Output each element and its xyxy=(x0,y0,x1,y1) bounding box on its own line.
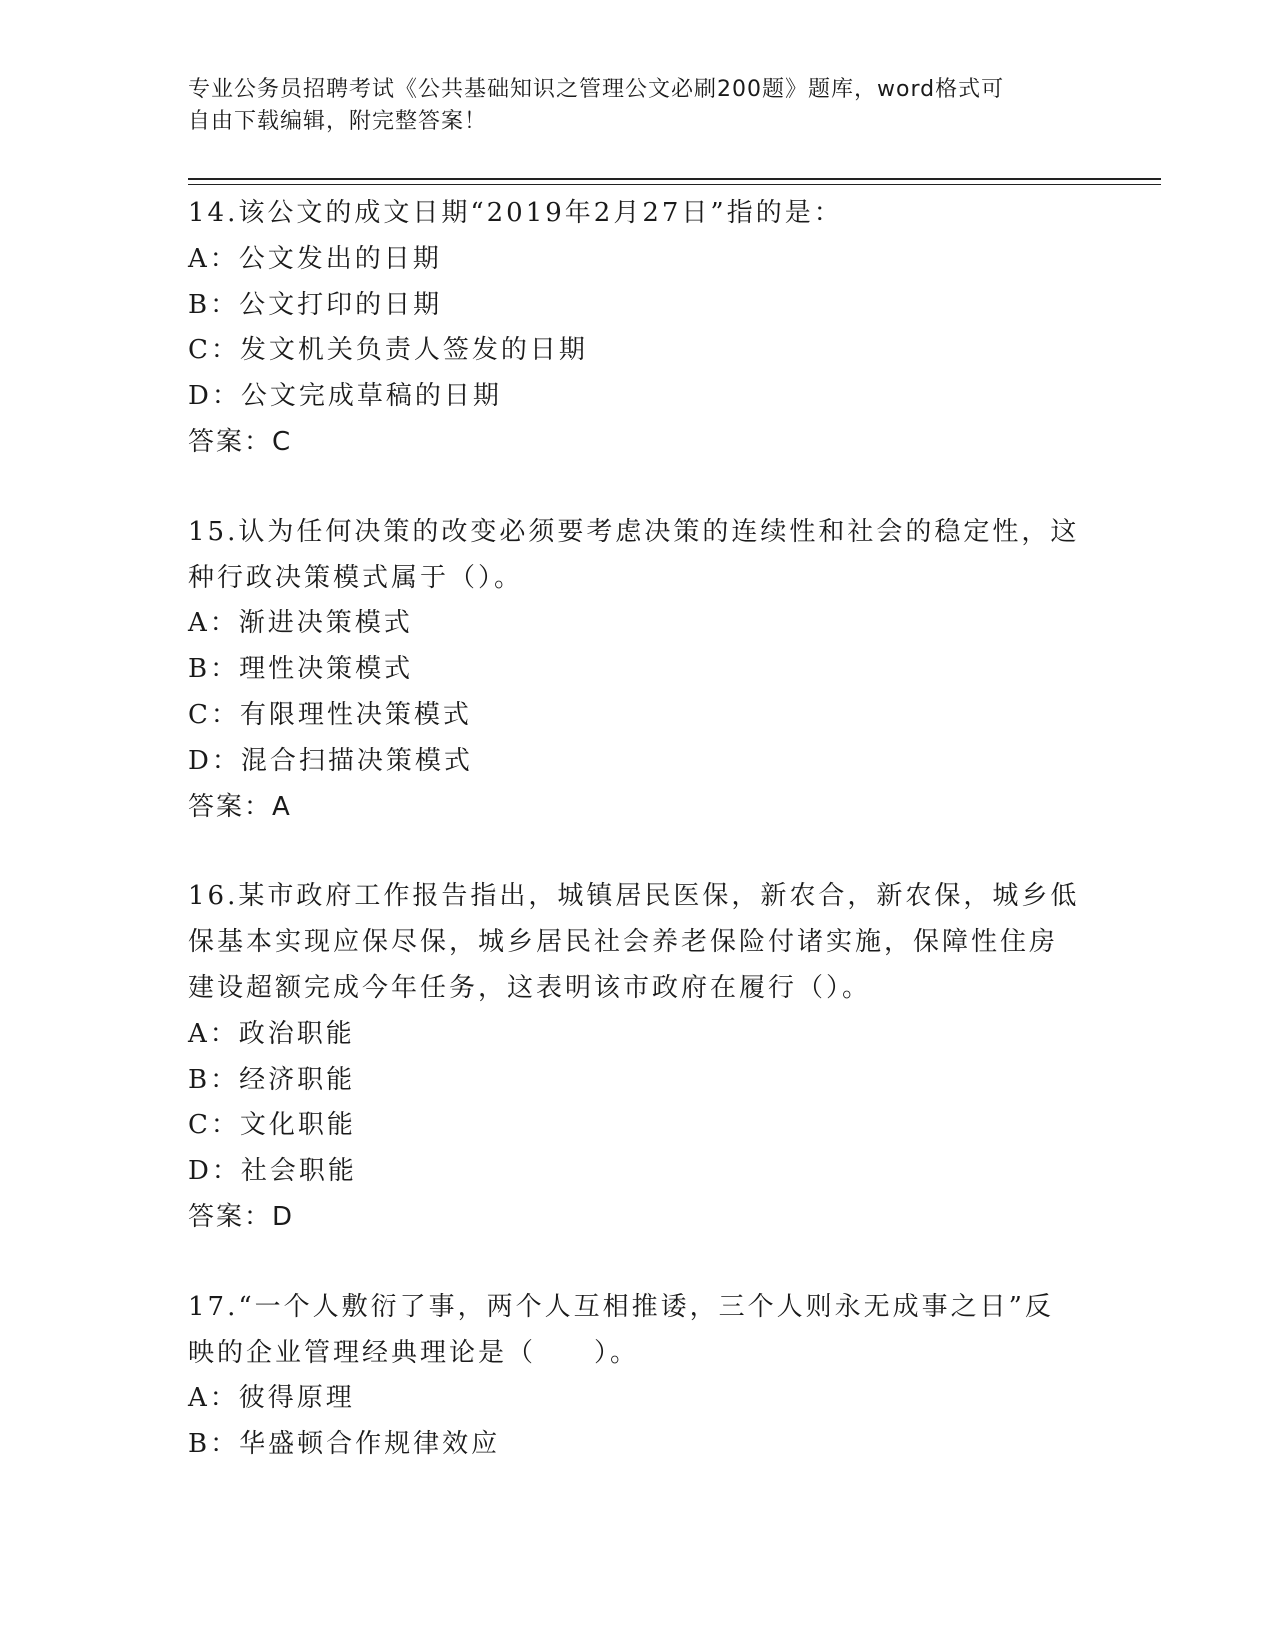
option-d: D：混合扫描决策模式 xyxy=(188,745,473,776)
question-17 xyxy=(188,1285,1088,1468)
option-a: A：政治职能 xyxy=(188,1018,355,1049)
option-c: C：发文机关负责人签发的日期 xyxy=(188,335,588,366)
answer-line: 答案：A xyxy=(188,791,292,822)
question-stem: 种行政决策模式属于（）。 xyxy=(188,562,524,593)
option-b: B：公文打印的日期 xyxy=(188,289,443,320)
header-divider-thin xyxy=(188,184,1161,185)
option-a: A：公文发出的日期 xyxy=(188,243,442,274)
option-b: B：华盛顿合作规律效应 xyxy=(188,1429,501,1460)
question-stem: 16.某市政府工作报告指出，城镇居民医保，新农合，新农保，城乡低 xyxy=(188,881,1080,912)
answer-line: 答案：C xyxy=(188,426,293,457)
option-d: D：社会职能 xyxy=(188,1156,357,1187)
question-15 xyxy=(188,510,1088,831)
question-stem: 15.认为任何决策的改变必须要考虑决策的连续性和社会的稳定性，这 xyxy=(188,516,1080,547)
header-line-1: 专业公务员招聘考试《公共基础知识之管理公文必刷200题》题库，word格式可 xyxy=(188,77,1005,102)
header-line-2: 自由下载编辑，附完整答案！ xyxy=(188,109,488,134)
question-list xyxy=(188,191,1088,1468)
option-b: B：理性决策模式 xyxy=(188,654,414,685)
option-c: C：有限理性决策模式 xyxy=(188,699,472,730)
question-stem: 建设超额完成今年任务，这表明该市政府在履行（）。 xyxy=(188,972,872,1003)
question-stem: 保基本实现应保尽保，城乡居民社会养老保险付诸实施，保障性住房 xyxy=(188,927,1059,958)
option-c: C：文化职能 xyxy=(188,1110,356,1141)
question-16 xyxy=(188,874,1088,1240)
question-stem: 14.该公文的成文日期“2019年2月27日”指的是： xyxy=(188,198,843,228)
question-14 xyxy=(188,191,1088,466)
header-divider xyxy=(188,178,1161,180)
question-stem: 映的企业管理经典理论是（ ）。 xyxy=(188,1337,640,1368)
answer-line: 答案：D xyxy=(188,1201,295,1232)
option-a: A：彼得原理 xyxy=(188,1383,355,1414)
question-stem: 17.“一个人敷衍了事，两个人互相推诿，三个人则永无成事之日”反 xyxy=(188,1291,1054,1322)
option-d: D：公文完成草稿的日期 xyxy=(188,381,502,412)
option-b: B：经济职能 xyxy=(188,1064,356,1095)
option-a: A：渐进决策模式 xyxy=(188,608,413,639)
document-header xyxy=(188,74,1068,138)
